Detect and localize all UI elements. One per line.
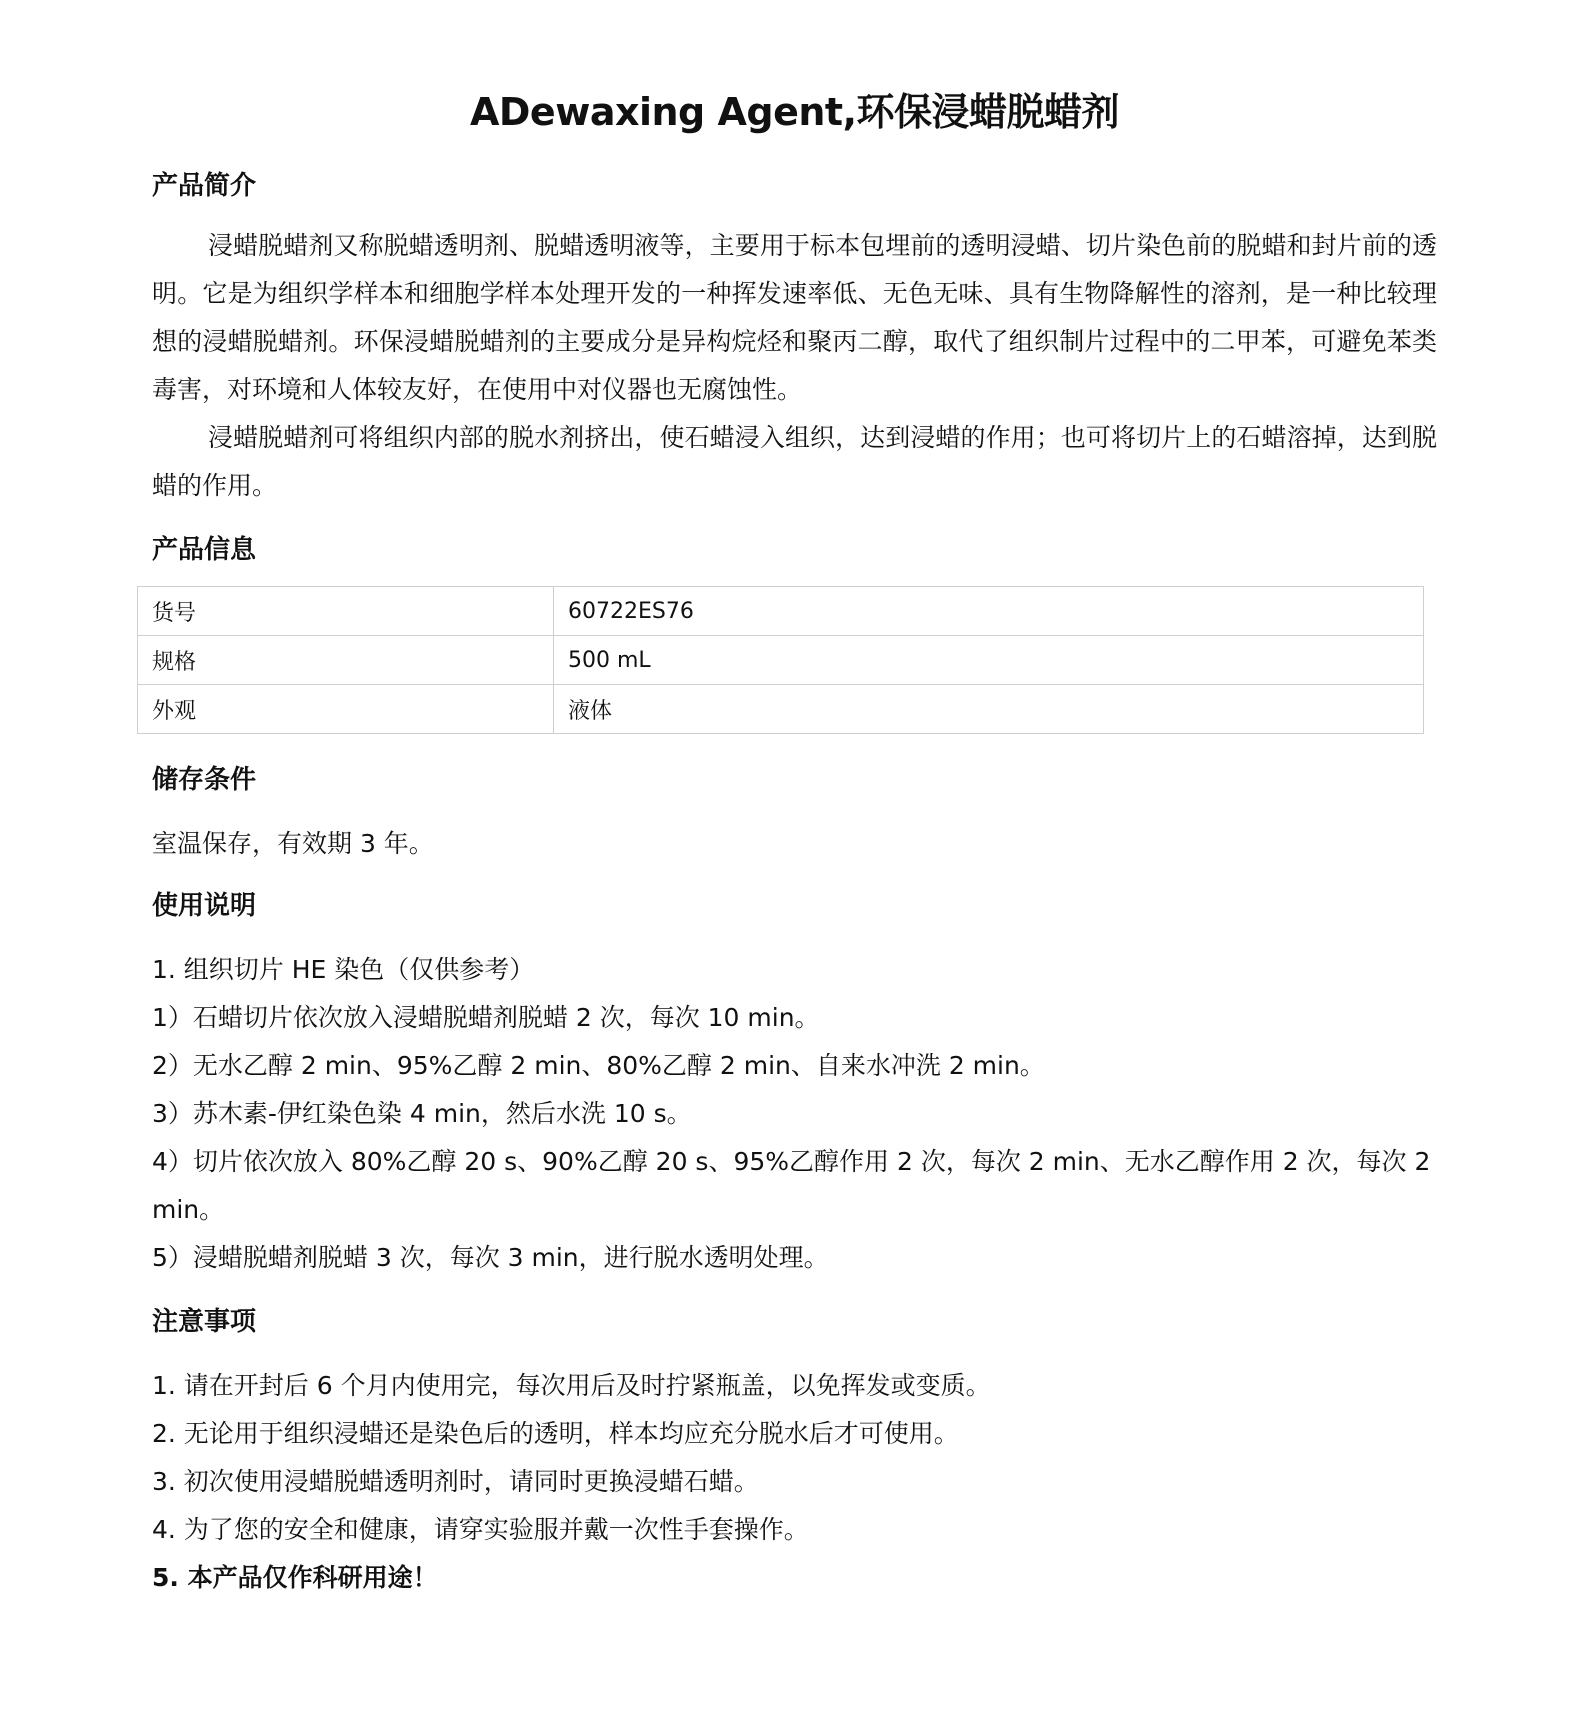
table-cell-key: 规格 — [138, 636, 554, 685]
table-cell-value: 500 mL — [554, 636, 1424, 685]
notes-list — [152, 1362, 1437, 1602]
document-title: ADewaxing Agent,环保浸蜡脱蜡剂 — [469, 90, 1120, 134]
table-row — [138, 685, 1424, 734]
table-row — [138, 636, 1424, 685]
table-cell-key: 外观 — [138, 685, 554, 734]
list-item: 4）切片依次放入 80%乙醇 20 s、90%乙醇 20 s、95%乙醇作用 2 次，每次 2 min、无水乙醇作用 2 次，每次 2 min。 — [152, 1147, 1431, 1224]
usage-list — [152, 946, 1437, 1282]
list-item: 5）浸蜡脱蜡剂脱蜡 3 次，每次 3 min，进行脱水透明处理。 — [152, 1243, 829, 1272]
list-item: 1. 组织切片 HE 染色（仅供参考） — [152, 955, 535, 984]
section-heading-notes: 注意事项 — [152, 1307, 257, 1337]
intro-body — [152, 222, 1437, 510]
table-cell-value: 60722ES76 — [554, 587, 1424, 636]
storage-text: 室温保存，有效期 3 年。 — [152, 829, 434, 858]
table-cell-key: 货号 — [138, 587, 554, 636]
list-item: 3. 初次使用浸蜡脱蜡透明剂时，请同时更换浸蜡石蜡。 — [152, 1467, 759, 1496]
table-cell-value: 液体 — [554, 685, 1424, 734]
section-heading-usage: 使用说明 — [152, 891, 257, 921]
intro-paragraph: 浸蜡脱蜡剂又称脱蜡透明剂、脱蜡透明液等，主要用于标本包埋前的透明浸蜡、切片染色前的脱蜡和封片前的透明。它是为组织学样本和细胞学样本处理开发的一种挥发速率低、无色无味、具有生物降解性的溶剂，是一种比较理想的浸蜡脱蜡剂。环保浸蜡脱蜡剂的主要成分是异构烷烃和聚丙二醇，取代了组织制片过程中的二甲苯，可避免苯类毒害，对环境和人体较友好，在使用中对仪器也无腐蚀性。 — [152, 231, 1437, 404]
list-item: 3）苏木素-伊红染色染 4 min，然后水洗 10 s。 — [152, 1099, 692, 1128]
list-item: 4. 为了您的安全和健康，请穿实验服并戴一次性手套操作。 — [152, 1515, 809, 1544]
list-item: 1）石蜡切片依次放入浸蜡脱蜡剂脱蜡 2 次，每次 10 min。 — [152, 1003, 820, 1032]
section-heading-storage: 储存条件 — [152, 765, 257, 795]
list-item: 2. 无论用于组织浸蜡还是染色后的透明，样本均应充分脱水后才可使用。 — [152, 1419, 959, 1448]
intro-paragraph: 浸蜡脱蜡剂可将组织内部的脱水剂挤出，使石蜡浸入组织，达到浸蜡的作用；也可将切片上的石蜡溶掉，达到脱蜡的作用。 — [152, 423, 1437, 500]
table-row — [138, 587, 1424, 636]
list-item: 5. 本产品仅作科研用途！ — [152, 1563, 438, 1592]
list-item: 2）无水乙醇 2 min、95%乙醇 2 min、80%乙醇 2 min、自来水冲洗 2 min。 — [152, 1051, 1045, 1080]
product-info-table — [137, 586, 1424, 734]
document-page — [152, 82, 1437, 1602]
list-item: 1. 请在开封后 6 个月内使用完，每次用后及时拧紧瓶盖，以免挥发或变质。 — [152, 1371, 991, 1400]
section-heading-info: 产品信息 — [152, 535, 257, 565]
section-heading-intro: 产品简介 — [152, 171, 257, 201]
